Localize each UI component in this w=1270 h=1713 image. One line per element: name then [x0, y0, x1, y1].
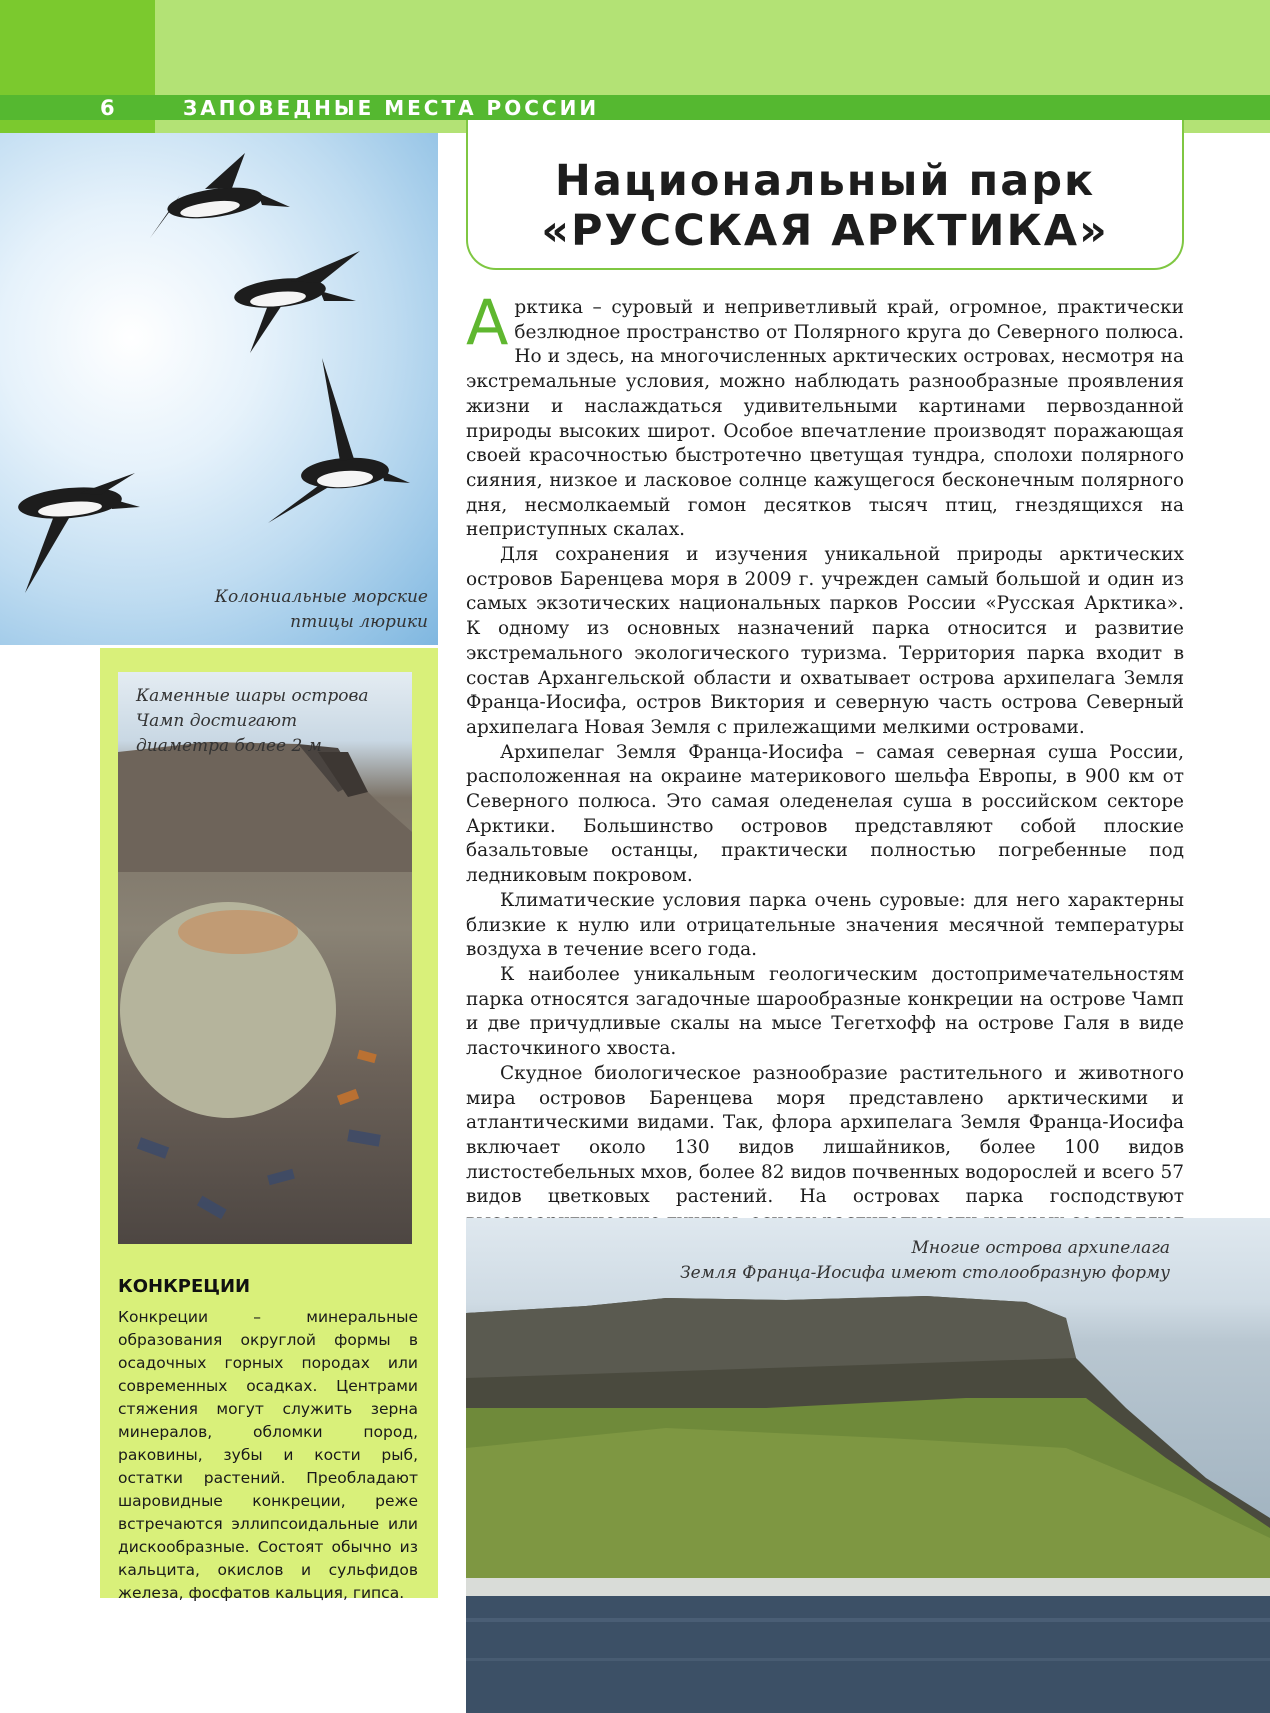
title-box: [466, 120, 1184, 270]
page-title-line1: Национальный парк: [554, 156, 1096, 206]
island-caption-line1: Многие острова архипелага: [911, 1238, 1170, 1258]
paragraph-4: Климатические условия парка очень суровые: для него характерны близкие к нулю или отрицательные значения месячной температуры воздуха в течение всего года.: [466, 889, 1184, 961]
sphere-caption-line2: Чамп достигают: [136, 711, 298, 731]
island-caption-line2: Земля Франца-Иосифа имеют столообразную форму: [680, 1263, 1170, 1283]
sidebar-text: Конкреции – минеральные образования округлой формы в осадочных горных породах или современных осадках. Центрами стяжения могут служить зерна минералов, обломки пород, раковины, зубы и кости рыб, остатки растений. Преобладают шаровидные конкреции, реже встречаются эллипсоидальные или дискообразные. Состоят обычно из кальцита, окислов и сульфидов железа, фосфатов кальция, гипса.: [118, 1308, 418, 1602]
paragraph-1-text: рктика – суровый и неприветливый край, огромное, практически безлюдное пространство от Полярного круга до Северного полюса. Но и здесь, на многочисленных арктических островах, несмотря на экстремальные условия, можно наблюдать разнообразные проявления жизни и наслаждаться удивительными картинами первозданной природы высоких широт. Особое впечатление производят поражающая своей красочностью быстротечно цветущая тундра, сполохи полярного сияния, низкое и ласковое солнце кажущегося бесконечным полярного дня, несмолкаемый гомон десятков тысяч птиц, гнездящихся на неприступных скалах.: [466, 297, 1184, 541]
birds-caption-line1: Колониальные морские: [214, 587, 428, 607]
paragraph-1: [466, 286, 1184, 543]
birds-caption-line2: птицы люрики: [290, 612, 428, 632]
section-title: ЗАПОВЕДНЫЕ МЕСТА РОССИИ: [183, 96, 600, 120]
sphere-caption-line1: Каменные шары острова: [136, 686, 369, 706]
header-band: [0, 0, 1270, 95]
page-number: 6: [100, 96, 115, 120]
birds-photo: [0, 133, 438, 645]
island-photo: [466, 1218, 1270, 1713]
paragraph-3: Архипелаг Земля Франца-Иосифа – самая северная суша России, расположенная на окраине материкового шельфа Европы, в 900 км от Северного полюса. Это самая оледенелая суша в российском секторе Арктики. Большинство островов представляют собой плоские базальтовые останцы, практически полностью погребенные под ледниковым покровом.: [466, 741, 1184, 887]
paragraph-6: Скудное биологическое разнообразие растительного и животного мира островов Баренцева моря представлено арктическими и атлантическими видами. Так, флора архипелага Земля Франца-Иосифа включает около 130 видов лишайников, более 100 видов листостебельных мхов, более 82 видов почвенных водорослей и всего 57 видов цветковых растений. На островах парка господствуют: [466, 1062, 1184, 1208]
birds-illustration: [0, 133, 438, 645]
paragraph-2: Для сохранения и изучения уникальной природы арктических островов Баренцева моря в 2009 г. учрежден самый большой и один из самых экзотических национальных парков России «Русская Арктика». К одному из основных назначений парка относится и развитие экстремального экологического туризма. Территория парка входит в состав Архангельской области и охватывает острова архипелага Земля Франца-Иосифа, остров Виктория и северную часть острова Северный архипелага Новая Земля с прилежащими мелкими островами.: [466, 544, 1184, 738]
sphere-caption-line3: диаметра более 2 м: [136, 736, 322, 756]
sphere-caption: [136, 684, 406, 759]
stone-sphere-photo: [118, 672, 412, 1244]
birds-caption: [215, 585, 428, 635]
island-illustration: [466, 1218, 1270, 1713]
island-caption: [680, 1236, 1170, 1286]
drop-cap: А: [466, 286, 509, 359]
sidebar-heading: КОНКРЕЦИИ: [118, 1276, 251, 1297]
article-body: [466, 286, 1184, 1259]
sidebar-box: [100, 648, 438, 1602]
paragraph-5: К наиболее уникальным геологическим достопримечательностям парка относятся загадочные шарообразные конкреции на острове Чамп и две причудливые скалы на мысе Тегетхофф на острове Галя в виде ласточкиного хвоста.: [466, 963, 1184, 1060]
page-title-line2: «РУССКАЯ АРКТИКА»: [541, 206, 1109, 256]
